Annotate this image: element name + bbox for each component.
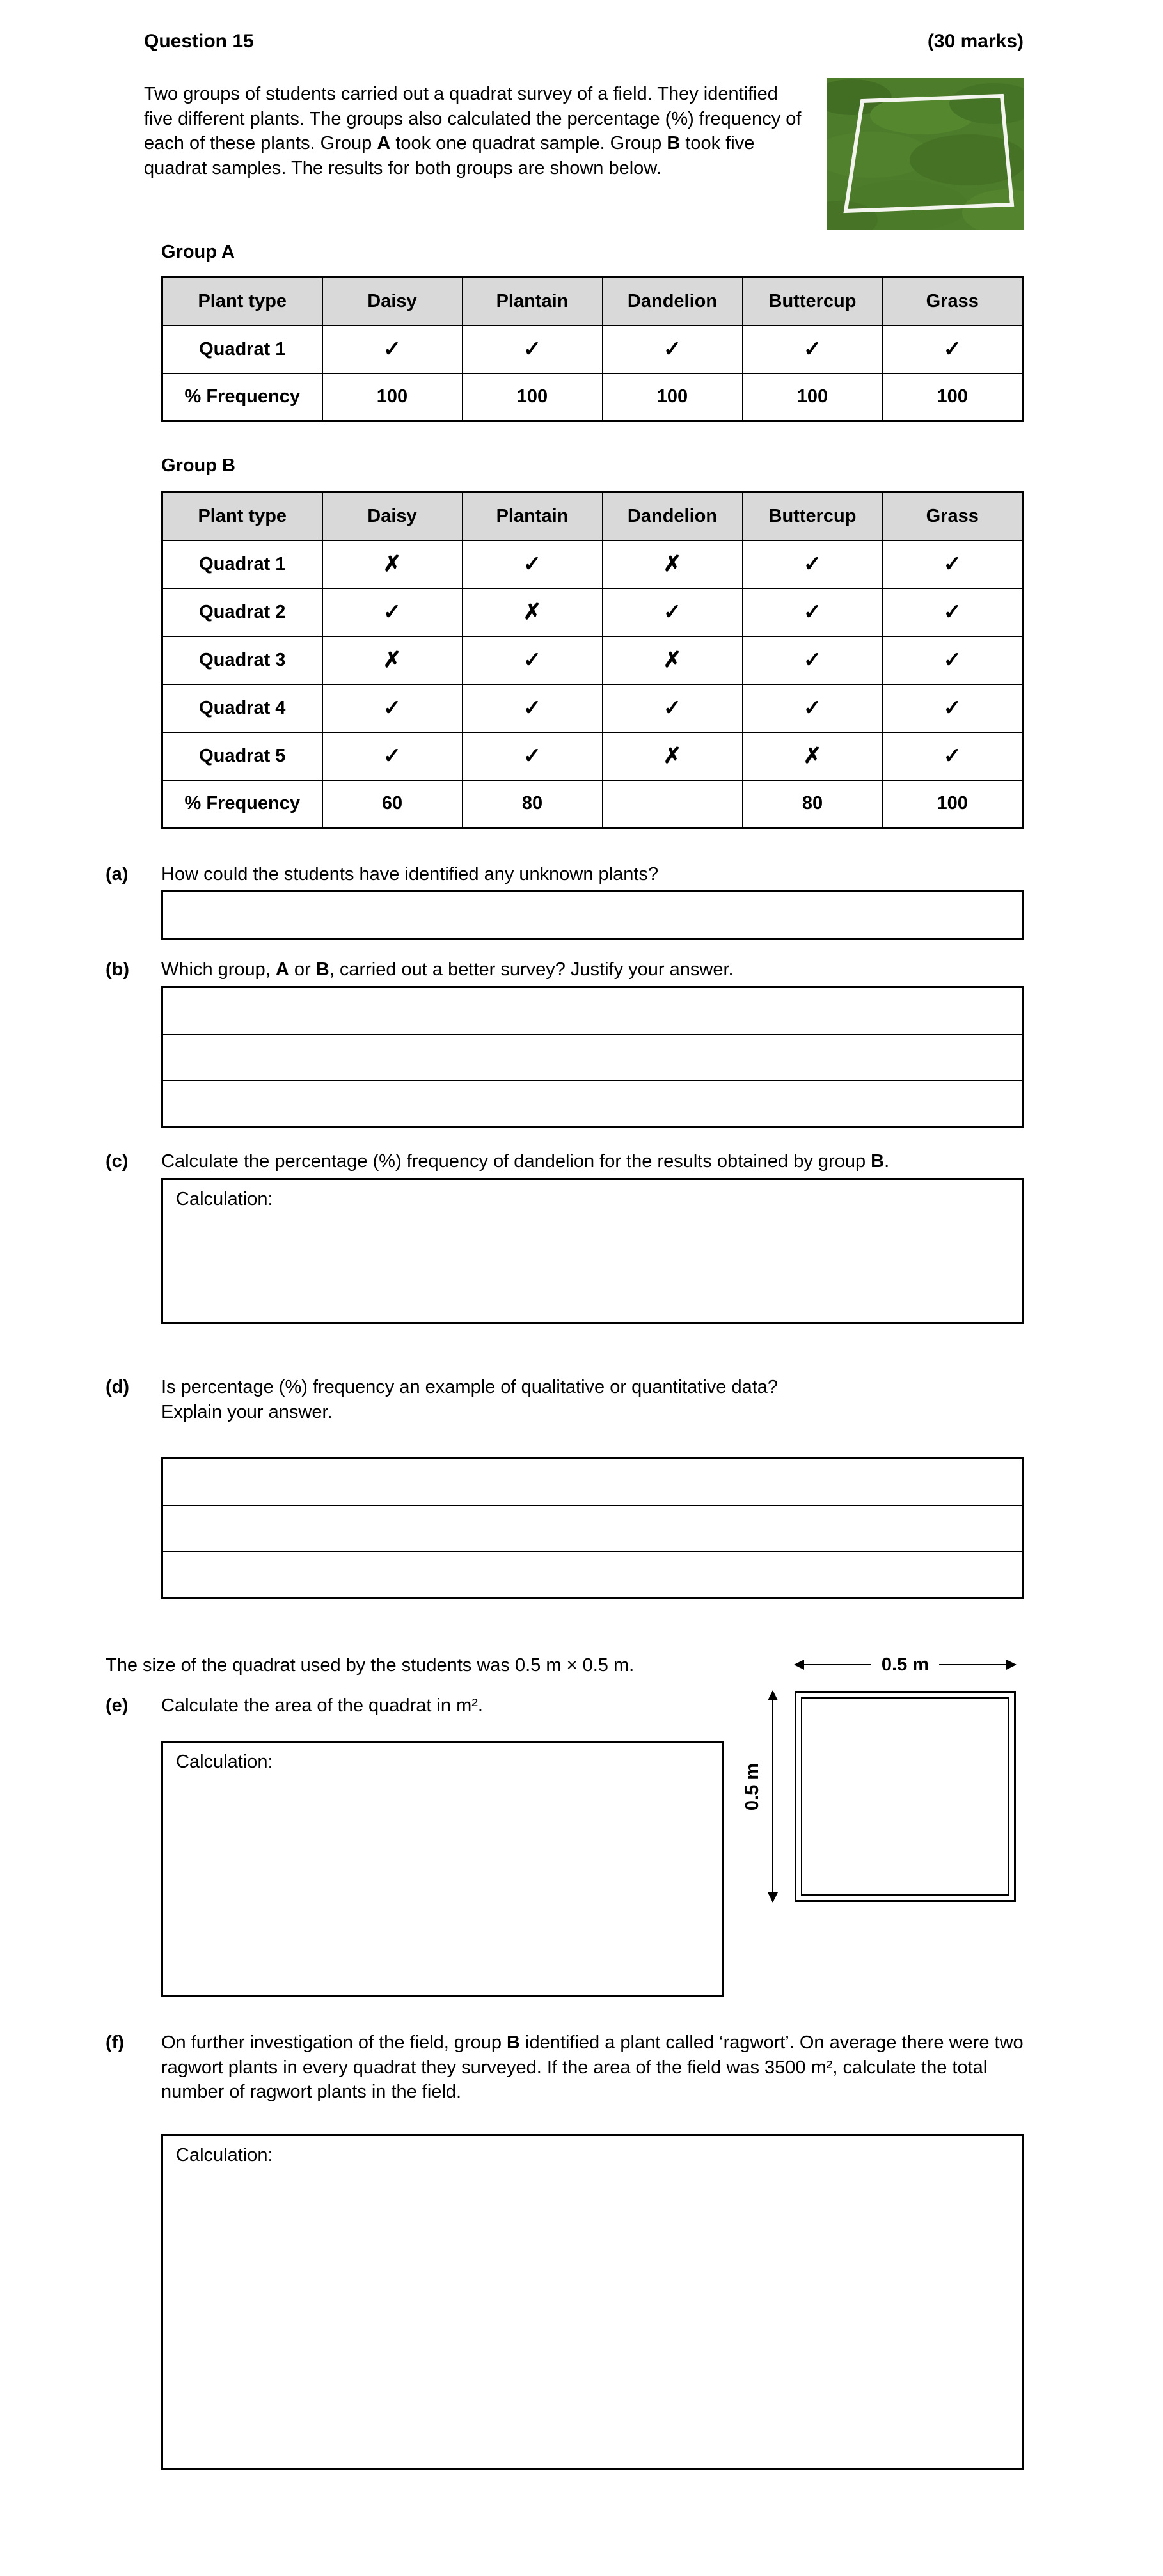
presence-mark: ✓ [322, 326, 463, 373]
presence-mark: ✓ [463, 636, 603, 684]
grass-photo-svg [827, 78, 1024, 230]
table-row [162, 636, 1023, 684]
presence-mark: ✓ [322, 732, 463, 780]
presence-mark: ✓ [743, 588, 883, 636]
quadrat-square-inner-frame [801, 1697, 1009, 1896]
answer-line[interactable] [163, 988, 1022, 1034]
group-a-heading: Group A [161, 242, 235, 262]
presence-mark: ✓ [463, 540, 603, 588]
presence-mark: ✓ [322, 684, 463, 732]
answer-line[interactable] [163, 1551, 1022, 1597]
question-e-label: (e) [106, 1695, 129, 1716]
row-label: % Frequency [162, 780, 322, 828]
presence-mark: ✓ [743, 540, 883, 588]
group-a-ref: A [377, 133, 391, 154]
text-segment: . [884, 1151, 890, 1172]
question-d-line1: Is percentage (%) frequency an example of qualitative or quantitative data? [161, 1377, 779, 1397]
presence-mark: ✗ [322, 540, 463, 588]
frequency-value: 100 [463, 373, 603, 421]
calculation-box-f[interactable] [161, 2134, 1024, 2470]
question-c-text [161, 1149, 1027, 1174]
presence-mark: ✗ [603, 540, 743, 588]
intro-segment: Two groups of students carried out a quadrat survey of a field. They identified five different plants. The groups also calculated the percentage (%) frequency of each of these plants. Group [144, 84, 802, 154]
text-segment: Calculate the percentage (%) frequency of dandelion for the results obtained by group [161, 1151, 871, 1172]
question-b-label: (b) [106, 959, 130, 980]
presence-mark: ✗ [322, 636, 463, 684]
group-a-ref: A [275, 959, 289, 980]
question-b [106, 957, 1027, 982]
table-header-row [162, 492, 1023, 540]
presence-mark: ✓ [883, 732, 1023, 780]
group-b-heading: Group B [161, 455, 235, 476]
question-d-label: (d) [106, 1377, 130, 1397]
presence-mark: ✗ [603, 732, 743, 780]
presence-mark: ✓ [883, 588, 1023, 636]
column-header: Buttercup [743, 492, 883, 540]
text-segment: or [289, 959, 316, 980]
presence-mark: ✓ [463, 684, 603, 732]
presence-mark: ✓ [883, 326, 1023, 373]
calculation-box-c[interactable] [161, 1178, 1024, 1324]
row-label: Quadrat 5 [162, 732, 322, 780]
frequency-value: 80 [743, 780, 883, 828]
presence-mark: ✓ [322, 588, 463, 636]
calculation-label: Calculation: [176, 2145, 273, 2165]
group-b-ref: B [315, 959, 329, 980]
question-b-text [161, 957, 1027, 982]
presence-mark: ✓ [743, 326, 883, 373]
text-segment: Which group, [161, 959, 276, 980]
table-row [162, 373, 1023, 421]
column-header: Daisy [322, 492, 463, 540]
intro-segment: took one quadrat sample. Group [390, 133, 667, 154]
question-e-text: Calculate the area of the quadrat in m². [161, 1695, 483, 1716]
row-label: Quadrat 1 [162, 540, 322, 588]
column-header: Grass [883, 492, 1023, 540]
marks-label: (30 marks) [927, 31, 1024, 52]
frequency-value: 60 [322, 780, 463, 828]
question-a-label: (a) [106, 864, 129, 884]
presence-mark: ✓ [603, 684, 743, 732]
grass-quadrat-photo [827, 78, 1024, 230]
answer-line[interactable] [163, 892, 1022, 938]
frequency-value-blank [603, 780, 743, 828]
group-a-table [161, 276, 1024, 422]
intro-segment: took five quadrat samples. The results for both groups are shown below. [144, 133, 755, 178]
answer-line[interactable] [163, 1459, 1022, 1505]
arrow-left-segment [795, 1664, 871, 1665]
table-row [162, 780, 1023, 828]
column-header: Dandelion [603, 492, 743, 540]
presence-mark: ✗ [743, 732, 883, 780]
presence-mark: ✓ [603, 588, 743, 636]
presence-mark: ✓ [743, 684, 883, 732]
table-row [162, 588, 1023, 636]
frequency-value: 100 [322, 373, 463, 421]
height-arrow [772, 1691, 773, 1902]
group-b-ref: B [667, 133, 681, 154]
answer-line[interactable] [163, 1080, 1022, 1126]
row-label: Quadrat 3 [162, 636, 322, 684]
frequency-value: 100 [883, 373, 1023, 421]
intro-paragraph [144, 82, 803, 180]
presence-mark: ✓ [883, 684, 1023, 732]
presence-mark: ✓ [883, 636, 1023, 684]
frequency-value: 100 [883, 780, 1023, 828]
question-d-line2: Explain your answer. [161, 1401, 333, 1422]
table-row [162, 326, 1023, 373]
calculation-label: Calculation: [176, 1189, 273, 1209]
question-a-text: How could the students have identified any unknown plants? [161, 864, 659, 884]
column-header: Daisy [322, 278, 463, 326]
question-c-label: (c) [106, 1151, 129, 1172]
group-b-ref: B [507, 2032, 520, 2053]
column-header: Plant type [162, 492, 322, 540]
question-c [106, 1149, 1027, 1174]
frequency-value: 100 [603, 373, 743, 421]
text-segment: , carried out a better survey? Justify your answer. [329, 959, 734, 980]
column-header: Plant type [162, 278, 322, 326]
column-header: Grass [883, 278, 1023, 326]
column-header: Plantain [463, 278, 603, 326]
presence-mark: ✓ [883, 540, 1023, 588]
column-header: Plantain [463, 492, 603, 540]
column-header: Dandelion [603, 278, 743, 326]
question-f-label: (f) [106, 2032, 124, 2053]
quadrat-diagram [742, 1654, 1049, 1916]
presence-mark: ✓ [463, 326, 603, 373]
quadrat-size-note: The size of the quadrat used by the students was 0.5 m × 0.5 m. [106, 1655, 635, 1676]
text-segment: identified a plant called ‘ragwort’. On average there were two ragwort plants in every quadrat they surveyed. If the area of the field was 3500 m², calculate the total number of ragwort plants in the field. [161, 2032, 1024, 2103]
row-label: % Frequency [162, 373, 322, 421]
answer-box-d[interactable] [161, 1457, 1024, 1599]
question-f [106, 2030, 1027, 2105]
answer-line[interactable] [163, 1505, 1022, 1551]
quadrat-square [795, 1691, 1016, 1902]
page-header [144, 31, 1024, 52]
question-title: Question 15 [144, 31, 254, 52]
answer-box-a[interactable] [161, 890, 1024, 940]
question-a [106, 862, 1027, 887]
calculation-box-e[interactable] [161, 1741, 724, 1997]
calculation-label: Calculation: [176, 1752, 273, 1772]
answer-box-b[interactable] [161, 986, 1024, 1128]
answer-line[interactable] [163, 1034, 1022, 1080]
frequency-value: 100 [743, 373, 883, 421]
presence-mark: ✓ [743, 636, 883, 684]
table-row [162, 732, 1023, 780]
question-d-text [161, 1375, 1027, 1424]
row-label: Quadrat 4 [162, 684, 322, 732]
frequency-value: 80 [463, 780, 603, 828]
group-b-table [161, 491, 1024, 829]
question-d [106, 1375, 1027, 1424]
group-b-ref: B [871, 1151, 885, 1172]
text-segment: On further investigation of the field, group [161, 2032, 507, 2053]
presence-mark: ✓ [463, 732, 603, 780]
arrow-right-segment [939, 1664, 1016, 1665]
presence-mark: ✗ [463, 588, 603, 636]
question-e [106, 1693, 745, 1718]
presence-mark: ✓ [603, 326, 743, 373]
question-f-text [161, 2030, 1027, 2105]
table-row [162, 540, 1023, 588]
width-arrow [795, 1655, 1016, 1674]
presence-mark: ✗ [603, 636, 743, 684]
width-label: 0.5 m [881, 1654, 930, 1675]
row-label: Quadrat 2 [162, 588, 322, 636]
height-label: 0.5 m [742, 1763, 763, 1811]
table-header-row [162, 278, 1023, 326]
row-label: Quadrat 1 [162, 326, 322, 373]
table-row [162, 684, 1023, 732]
column-header: Buttercup [743, 278, 883, 326]
